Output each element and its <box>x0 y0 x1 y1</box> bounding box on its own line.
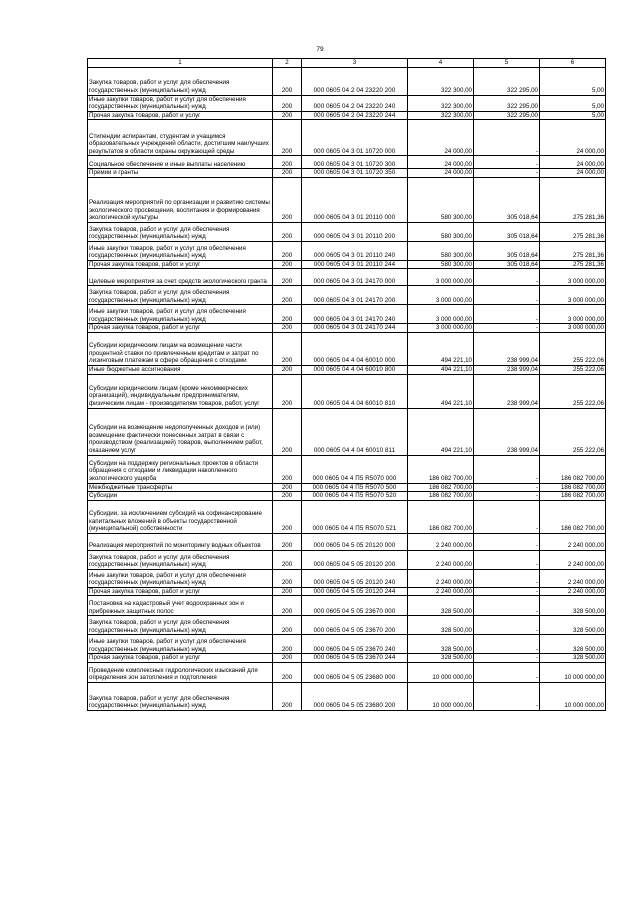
cell-unexecuted: 328 500,00 <box>540 635 606 654</box>
cell-executed: 322 295,00 <box>474 95 540 111</box>
table-row <box>88 492 606 501</box>
cell-unexecuted: 3 000 000,00 <box>540 324 606 333</box>
cell-executed: - <box>474 455 540 483</box>
cell-unexecuted: 275 281,36 <box>540 177 606 222</box>
cell-approved: 3 000 000,00 <box>408 305 474 324</box>
cell-approved: 328 500,00 <box>408 596 474 616</box>
cell-classification-code: 000 0605 04 3 01 20110 200 <box>302 222 408 241</box>
table-row <box>88 616 606 635</box>
cell-executed: 238 999,04 <box>474 374 540 408</box>
cell-name: Субсидии на возмещение недополученных доходов и (или) возмещение фактически понесенных затрат в связи с производством (реализацией) товаров, выполнением работ, оказанием услуг <box>88 408 273 455</box>
cell-name: Закупка товаров, работ и услуг для обеспечения государственных (муниципальных) нужд <box>88 286 273 305</box>
cell-unexecuted: 3 000 000,00 <box>540 305 606 324</box>
cell-name: Реализация мероприятий по организации и развитию системы экологического просвещения, воспитания и формирования экологической культуры <box>88 177 273 222</box>
cell-unexecuted: 2 240 000,00 <box>540 587 606 596</box>
cell-unexecuted: 186 082 700,00 <box>540 483 606 492</box>
cell-code-line: 200 <box>273 332 302 365</box>
cell-unexecuted: 186 082 700,00 <box>540 500 606 533</box>
cell-unexecuted: 186 082 700,00 <box>540 455 606 483</box>
cell-executed: 322 295,00 <box>474 111 540 120</box>
cell-executed: - <box>474 269 540 286</box>
cell-approved: 24 000,00 <box>408 120 474 156</box>
cell-classification-code: 000 0605 04 5 05 23670 244 <box>302 654 408 663</box>
cell-executed: 305 018,64 <box>474 177 540 222</box>
cell-classification-code: 000 0605 04 3 01 20110 244 <box>302 260 408 269</box>
page-number: 79 <box>316 46 324 53</box>
table-row <box>88 635 606 654</box>
table-row <box>88 222 606 241</box>
cell-classification-code: 000 0605 04 5 05 23670 200 <box>302 616 408 635</box>
cell-code-line: 200 <box>273 569 302 587</box>
cell-code-line: 200 <box>273 408 302 455</box>
cell-code-line: 200 <box>273 500 302 533</box>
table-row <box>88 550 606 569</box>
cell-name: Субсидии на поддержку региональных проектов в области обращения с отходами и ликвидации накопленного экологического ущерба <box>88 455 273 483</box>
cell-executed: - <box>474 169 540 178</box>
cell-name: Иные закупки товаров, работ и услуг для обеспечения государственных (муниципальных) нужд <box>88 635 273 654</box>
cell-name: Иные закупки товаров, работ и услуг для обеспечения государственных (муниципальных) нужд <box>88 95 273 111</box>
cell-name: Закупка товаров, работ и услуг для обеспечения государственных (муниципальных) нужд <box>88 682 273 710</box>
cell-approved: 322 300,00 <box>408 111 474 120</box>
cell-executed: - <box>474 662 540 682</box>
cell-approved: 3 000 000,00 <box>408 324 474 333</box>
cell-code-line: 200 <box>273 365 302 374</box>
cell-code-line: 200 <box>273 492 302 501</box>
cell-classification-code: 000 0605 04 4 П5 R5070 520 <box>302 492 408 501</box>
table-row <box>88 365 606 374</box>
cell-executed: - <box>474 682 540 710</box>
cell-name: Закупка товаров, работ и услуг для обеспечения государственных (муниципальных) нужд <box>88 616 273 635</box>
budget-table <box>87 58 606 711</box>
cell-unexecuted: 10 000 000,00 <box>540 662 606 682</box>
header-row <box>88 59 606 68</box>
cell-classification-code: 000 0605 04 5 05 20120 000 <box>302 533 408 550</box>
cell-classification-code: 000 0605 04 3 01 10720 300 <box>302 156 408 169</box>
cell-name: Проведение комплексных гидрологических изысканий для определения зон затопления и подтопления <box>88 662 273 682</box>
cell-unexecuted: 2 240 000,00 <box>540 550 606 569</box>
cell-classification-code: 000 0605 04 5 05 20120 200 <box>302 550 408 569</box>
table-row <box>88 408 606 455</box>
cell-executed: - <box>474 305 540 324</box>
cell-classification-code: 000 0605 04 3 01 24170 240 <box>302 305 408 324</box>
table-row <box>88 662 606 682</box>
cell-approved: 186 082 700,00 <box>408 483 474 492</box>
cell-approved: 2 240 000,00 <box>408 569 474 587</box>
cell-executed: - <box>474 596 540 616</box>
cell-unexecuted: 328 500,00 <box>540 596 606 616</box>
cell-name: Премии и гранты <box>88 169 273 178</box>
cell-approved: 328 500,00 <box>408 616 474 635</box>
cell-approved: 24 000,00 <box>408 156 474 169</box>
cell-code-line: 200 <box>273 120 302 156</box>
header-col-2: 2 <box>273 59 302 68</box>
cell-executed: 238 999,04 <box>474 408 540 455</box>
cell-code-line: 200 <box>273 455 302 483</box>
cell-classification-code: 000 0605 04 4 04 60010 800 <box>302 365 408 374</box>
cell-executed: - <box>474 483 540 492</box>
cell-unexecuted: 5,00 <box>540 67 606 95</box>
cell-name: Прочая закупка товаров, работ и услуг <box>88 654 273 663</box>
table-row <box>88 120 606 156</box>
cell-name: Стипендии аспирантам, студентам и учащимся образовательных учреждений области, достигшим наилучших результатов в области охраны окружающей среды <box>88 120 273 156</box>
cell-name: Прочая закупка товаров, работ и услуг <box>88 587 273 596</box>
cell-code-line: 200 <box>273 587 302 596</box>
cell-unexecuted: 24 000,00 <box>540 120 606 156</box>
cell-unexecuted: 275 281,36 <box>540 241 606 260</box>
cell-classification-code: 000 0605 04 5 05 23670 000 <box>302 596 408 616</box>
cell-unexecuted: 255 222,06 <box>540 374 606 408</box>
cell-approved: 580 300,00 <box>408 260 474 269</box>
cell-code-line: 200 <box>273 177 302 222</box>
table-row <box>88 95 606 111</box>
cell-code-line: 200 <box>273 269 302 286</box>
cell-executed: - <box>474 616 540 635</box>
table-row <box>88 654 606 663</box>
cell-unexecuted: 3 000 000,00 <box>540 269 606 286</box>
table-row <box>88 111 606 120</box>
cell-classification-code: 000 0605 04 4 П5 R5070 521 <box>302 500 408 533</box>
cell-executed: - <box>474 156 540 169</box>
cell-classification-code: 000 0605 04 5 05 20120 240 <box>302 569 408 587</box>
cell-executed: - <box>474 550 540 569</box>
cell-executed: - <box>474 569 540 587</box>
cell-classification-code: 000 0605 04 5 05 20120 244 <box>302 587 408 596</box>
cell-code-line: 200 <box>273 550 302 569</box>
cell-executed: 305 018,64 <box>474 222 540 241</box>
table-row <box>88 533 606 550</box>
cell-executed: 305 018,64 <box>474 241 540 260</box>
cell-approved: 328 500,00 <box>408 635 474 654</box>
cell-unexecuted: 186 082 700,00 <box>540 492 606 501</box>
cell-unexecuted: 275 281,36 <box>540 222 606 241</box>
cell-classification-code: 000 0605 04 3 01 24170 244 <box>302 324 408 333</box>
cell-classification-code: 000 0605 04 4 04 60010 810 <box>302 374 408 408</box>
table-row <box>88 67 606 95</box>
table-row <box>88 332 606 365</box>
cell-name: Иные бюджетные ассигнования <box>88 365 273 374</box>
table-row <box>88 483 606 492</box>
cell-executed: - <box>474 492 540 501</box>
cell-name: Иные закупки товаров, работ и услуг для обеспечения государственных (муниципальных) нужд <box>88 569 273 587</box>
cell-approved: 494 221,10 <box>408 365 474 374</box>
cell-code-line: 200 <box>273 324 302 333</box>
cell-unexecuted: 328 500,00 <box>540 654 606 663</box>
cell-code-line: 200 <box>273 95 302 111</box>
cell-executed: - <box>474 500 540 533</box>
cell-unexecuted: 5,00 <box>540 95 606 111</box>
cell-approved: 322 300,00 <box>408 67 474 95</box>
cell-approved: 580 300,00 <box>408 241 474 260</box>
cell-unexecuted: 255 222,06 <box>540 365 606 374</box>
cell-classification-code: 000 0605 04 3 01 20110 240 <box>302 241 408 260</box>
cell-classification-code: 000 0605 04 2 04 23220 240 <box>302 95 408 111</box>
cell-executed: 305 018,64 <box>474 260 540 269</box>
table-row <box>88 305 606 324</box>
cell-approved: 494 221,10 <box>408 408 474 455</box>
table-row <box>88 177 606 222</box>
cell-executed: - <box>474 587 540 596</box>
cell-approved: 3 000 000,00 <box>408 286 474 305</box>
cell-approved: 186 082 700,00 <box>408 455 474 483</box>
cell-approved: 2 240 000,00 <box>408 587 474 596</box>
cell-unexecuted: 255 222,06 <box>540 408 606 455</box>
cell-code-line: 200 <box>273 662 302 682</box>
cell-approved: 2 240 000,00 <box>408 533 474 550</box>
cell-approved: 322 300,00 <box>408 95 474 111</box>
table-row <box>88 455 606 483</box>
header-col-1: 1 <box>88 59 273 68</box>
table-row <box>88 500 606 533</box>
header-col-5: 5 <box>474 59 540 68</box>
cell-code-line: 200 <box>273 169 302 178</box>
cell-code-line: 200 <box>273 222 302 241</box>
cell-unexecuted: 24 000,00 <box>540 156 606 169</box>
cell-name: Межбюджетные трансферты <box>88 483 273 492</box>
table-row <box>88 324 606 333</box>
table-row <box>88 169 606 178</box>
cell-code-line: 200 <box>273 635 302 654</box>
cell-approved: 494 221,10 <box>408 374 474 408</box>
cell-classification-code: 000 0605 04 5 05 23680 200 <box>302 682 408 710</box>
cell-code-line: 200 <box>273 374 302 408</box>
cell-classification-code: 000 0605 04 3 01 24170 200 <box>302 286 408 305</box>
cell-unexecuted: 255 222,06 <box>540 332 606 365</box>
cell-approved: 3 000 000,00 <box>408 269 474 286</box>
table-row <box>88 156 606 169</box>
cell-name: Закупка товаров, работ и услуг для обеспечения государственных (муниципальных) нужд <box>88 550 273 569</box>
cell-code-line: 200 <box>273 616 302 635</box>
table-row <box>88 286 606 305</box>
cell-classification-code: 000 0605 04 2 04 23220 200 <box>302 67 408 95</box>
cell-unexecuted: 10 000 000,00 <box>540 682 606 710</box>
cell-approved: 186 082 700,00 <box>408 500 474 533</box>
cell-code-line: 200 <box>273 682 302 710</box>
cell-approved: 186 082 700,00 <box>408 492 474 501</box>
cell-name: Иные закупки товаров, работ и услуг для обеспечения государственных (муниципальных) нужд <box>88 305 273 324</box>
cell-code-line: 200 <box>273 260 302 269</box>
cell-name: Целевые мероприятия за счет средств экологического гранта <box>88 269 273 286</box>
table-row <box>88 260 606 269</box>
cell-name: Социальное обеспечение и иные выплаты населению <box>88 156 273 169</box>
cell-approved: 328 500,00 <box>408 654 474 663</box>
cell-code-line: 200 <box>273 241 302 260</box>
cell-code-line: 200 <box>273 483 302 492</box>
table-row <box>88 374 606 408</box>
cell-classification-code: 000 0605 04 4 П5 R5070 500 <box>302 483 408 492</box>
cell-approved: 580 300,00 <box>408 177 474 222</box>
cell-approved: 10 000 000,00 <box>408 662 474 682</box>
cell-name: Закупка товаров, работ и услуг для обеспечения государственных (муниципальных) нужд <box>88 67 273 95</box>
cell-code-line: 200 <box>273 305 302 324</box>
cell-classification-code: 000 0605 04 4 П5 R5070 000 <box>302 455 408 483</box>
cell-approved: 10 000 000,00 <box>408 682 474 710</box>
cell-unexecuted: 5,00 <box>540 111 606 120</box>
cell-classification-code: 000 0605 04 3 01 10720 350 <box>302 169 408 178</box>
table-row <box>88 587 606 596</box>
cell-name: Прочая закупка товаров, работ и услуг <box>88 260 273 269</box>
cell-classification-code: 000 0605 04 5 05 23670 240 <box>302 635 408 654</box>
cell-executed: 322 295,00 <box>474 67 540 95</box>
cell-name: Прочая закупка товаров, работ и услуг <box>88 111 273 120</box>
cell-classification-code: 000 0605 04 4 04 60010 000 <box>302 332 408 365</box>
cell-name: Субсидии юридическим лицам на возмещение части процентной ставки по привлеченным кредитам и затрат по лизинговым платежам в сфере обращения с отходами <box>88 332 273 365</box>
header-col-6: 6 <box>540 59 606 68</box>
cell-name: Прочая закупка товаров, работ и услуг <box>88 324 273 333</box>
cell-executed: - <box>474 654 540 663</box>
cell-code-line: 200 <box>273 111 302 120</box>
cell-approved: 2 240 000,00 <box>408 550 474 569</box>
cell-executed: - <box>474 635 540 654</box>
header-col-4: 4 <box>408 59 474 68</box>
cell-code-line: 200 <box>273 67 302 95</box>
cell-executed: - <box>474 533 540 550</box>
cell-executed: - <box>474 120 540 156</box>
cell-classification-code: 000 0605 04 3 01 24170 000 <box>302 269 408 286</box>
cell-name: Иные закупки товаров, работ и услуг для обеспечения государственных (муниципальных) нужд <box>88 241 273 260</box>
cell-name: Постановка на кадастровый учет водоохранных зон и прибрежных защитных полос <box>88 596 273 616</box>
cell-approved: 494 221,10 <box>408 332 474 365</box>
cell-classification-code: 000 0605 04 3 01 10720 000 <box>302 120 408 156</box>
cell-code-line: 200 <box>273 533 302 550</box>
cell-unexecuted: 24 000,00 <box>540 169 606 178</box>
cell-unexecuted: 2 240 000,00 <box>540 533 606 550</box>
cell-executed: - <box>474 286 540 305</box>
cell-name: Реализация мероприятий по мониторингу водных объектов <box>88 533 273 550</box>
cell-executed: 238 999,04 <box>474 365 540 374</box>
table-row <box>88 569 606 587</box>
cell-name: Субсидии, за исключением субсидий на софинансирование капитальных вложений в объекты государственной (муниципальной) собственности <box>88 500 273 533</box>
table-row <box>88 596 606 616</box>
table-row <box>88 241 606 260</box>
cell-approved: 24 000,00 <box>408 169 474 178</box>
cell-executed: - <box>474 324 540 333</box>
cell-classification-code: 000 0605 04 2 04 23220 244 <box>302 111 408 120</box>
table-row <box>88 682 606 710</box>
cell-name: Субсидии юридическим лицам (кроме некоммерческих организаций), индивидуальным предпринимателям, физическим лицам - производителям товаров, работ, услуг <box>88 374 273 408</box>
cell-unexecuted: 3 000 000,00 <box>540 286 606 305</box>
cell-unexecuted: 2 240 000,00 <box>540 569 606 587</box>
cell-classification-code: 000 0605 04 5 05 23680 000 <box>302 662 408 682</box>
cell-unexecuted: 328 500,00 <box>540 616 606 635</box>
cell-name: Субсидии <box>88 492 273 501</box>
cell-approved: 580 300,00 <box>408 222 474 241</box>
cell-executed: 238 999,04 <box>474 332 540 365</box>
cell-code-line: 200 <box>273 156 302 169</box>
header-col-3: 3 <box>302 59 408 68</box>
table-row <box>88 269 606 286</box>
cell-code-line: 200 <box>273 596 302 616</box>
cell-unexecuted: 275 281,36 <box>540 260 606 269</box>
cell-code-line: 200 <box>273 654 302 663</box>
cell-classification-code: 000 0605 04 3 01 20110 000 <box>302 177 408 222</box>
cell-classification-code: 000 0605 04 4 04 60010 811 <box>302 408 408 455</box>
cell-code-line: 200 <box>273 286 302 305</box>
cell-name: Закупка товаров, работ и услуг для обеспечения государственных (муниципальных) нужд <box>88 222 273 241</box>
